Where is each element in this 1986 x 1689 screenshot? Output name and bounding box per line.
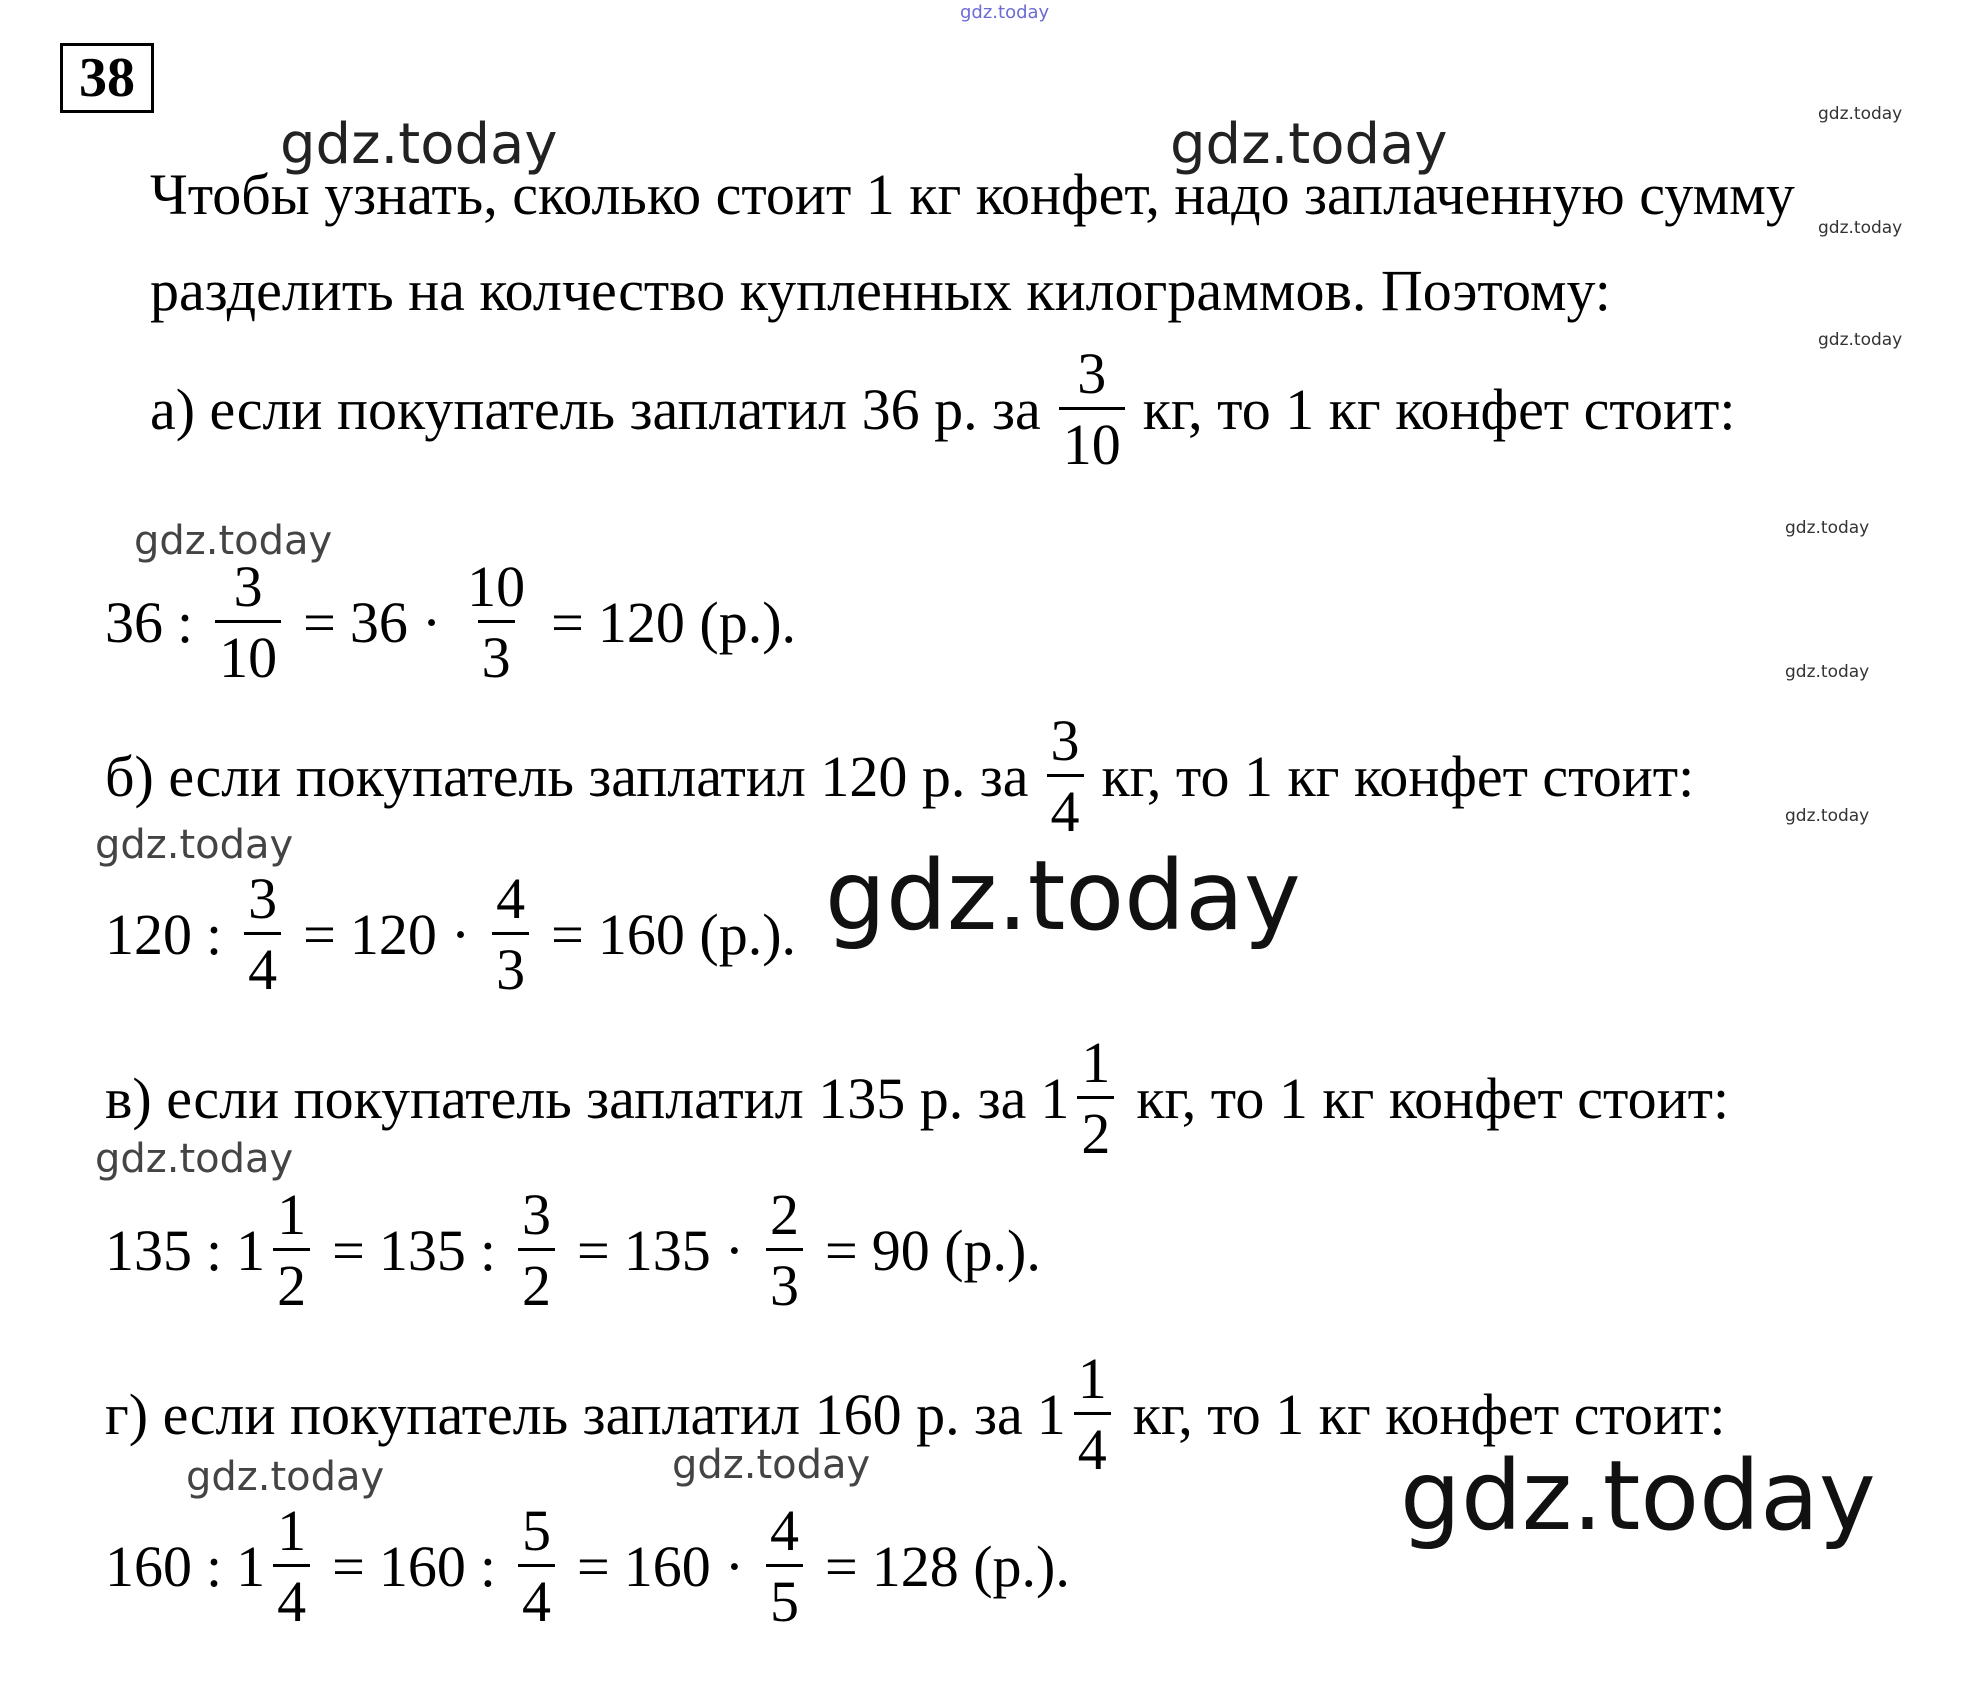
eq-result: 90 (р.). (871, 1217, 1041, 1283)
eq-fraction (766, 1498, 803, 1634)
eq-result: 120 (р.). (597, 589, 797, 655)
eq-fraction (766, 1182, 803, 1318)
part-v-statement (105, 1030, 1730, 1166)
part-g-equation (105, 1498, 1070, 1634)
intro-line-2: разделить на колчество купленных килограммов. Поэтому: (150, 258, 1611, 323)
eq-term: 135 (623, 1217, 711, 1283)
fraction-numerator: 1 (1077, 1346, 1107, 1411)
fraction-numerator: 4 (496, 866, 526, 931)
eq-equals: = (825, 1217, 858, 1283)
watermark-a: gdz.today (134, 518, 333, 564)
eq-term: 36 (349, 589, 408, 655)
fraction-denominator: 10 (1059, 407, 1125, 474)
fraction-denominator: 2 (273, 1248, 310, 1315)
part-v-mixed-number (1040, 1030, 1122, 1166)
fraction-numerator: 1 (277, 1182, 307, 1247)
mixed-whole: 1 (1036, 1381, 1066, 1447)
part-v-post: кг, то 1 кг конфет стоит: (1136, 1065, 1730, 1131)
watermark-right-5: gdz.today (1785, 662, 1870, 682)
watermark-intro-1: gdz.today (280, 112, 558, 177)
part-b-fraction (1047, 708, 1084, 844)
eq-term: 135 (378, 1217, 466, 1283)
fraction-denominator: 4 (1074, 1412, 1111, 1479)
part-g-statement (105, 1346, 1726, 1482)
eq-operator: · (421, 589, 442, 655)
fraction-numerator: 3 (233, 554, 263, 619)
watermark-v: gdz.today (95, 1136, 294, 1182)
watermark-top: gdz.today (960, 2, 1050, 23)
eq-equals: = (332, 1533, 365, 1599)
eq-fraction (244, 866, 281, 1002)
part-a-equation (105, 554, 797, 690)
eq-equals: = (303, 901, 336, 967)
mixed-whole: 1 (236, 1533, 266, 1599)
mixed-fraction (273, 1182, 310, 1318)
watermark-intro-2: gdz.today (1170, 112, 1448, 177)
mixed-fraction (1077, 1030, 1114, 1166)
fraction-numerator: 1 (1081, 1030, 1111, 1095)
fraction-denominator: 5 (766, 1564, 803, 1631)
watermark-g-2: gdz.today (672, 1442, 871, 1488)
fraction-numerator: 3 (521, 1182, 551, 1247)
watermark-center-big: gdz.today (825, 840, 1301, 952)
eq-equals: = (551, 589, 584, 655)
fraction-denominator: 3 (766, 1248, 803, 1315)
part-a-pre: а) если покупатель заплатил 36 р. за (150, 376, 1041, 442)
eq-equals: = (576, 1217, 610, 1283)
eq-operator: : (206, 901, 223, 967)
mixed-fraction (1074, 1346, 1111, 1482)
mixed-whole: 1 (1040, 1065, 1070, 1131)
part-v-equation (105, 1182, 1041, 1318)
eq-operator: : (479, 1217, 496, 1283)
eq-term: 160 (105, 1533, 192, 1599)
fraction-numerator: 3 (1050, 708, 1080, 773)
part-a-statement (150, 341, 1736, 477)
eq-mixed-number (236, 1182, 318, 1318)
watermark-right-1: gdz.today (1818, 104, 1903, 124)
watermark-g-1: gdz.today (186, 1454, 385, 1500)
fraction-denominator: 4 (518, 1564, 555, 1631)
mixed-whole: 1 (236, 1217, 266, 1283)
part-g-post: кг, то 1 кг конфет стоит: (1132, 1381, 1726, 1447)
eq-operator: · (724, 1217, 745, 1283)
fraction-denominator: 3 (478, 620, 515, 687)
part-b-post: кг, то 1 кг конфет стоит: (1101, 743, 1695, 809)
eq-fraction (518, 1498, 555, 1634)
eq-equals: = (825, 1533, 858, 1599)
eq-operator: : (206, 1533, 223, 1599)
eq-operator: · (724, 1533, 745, 1599)
fraction-numerator: 10 (467, 554, 526, 619)
eq-fraction (215, 554, 281, 690)
part-g-mixed-number (1036, 1346, 1119, 1482)
eq-fraction (463, 554, 529, 690)
watermark-right-4: gdz.today (1785, 518, 1870, 538)
eq-equals: = (551, 901, 584, 967)
eq-equals: = (332, 1217, 365, 1283)
eq-fraction (492, 866, 529, 1002)
part-a-post: кг, то 1 кг конфет стоит: (1142, 376, 1736, 442)
eq-term: 160 (623, 1533, 711, 1599)
eq-term: 135 (105, 1217, 192, 1283)
eq-term: 120 (349, 901, 437, 967)
eq-fraction (518, 1182, 555, 1318)
part-b-statement (105, 708, 1695, 844)
watermark-b: gdz.today (95, 822, 294, 868)
mixed-fraction (273, 1498, 310, 1634)
watermark-right-3: gdz.today (1818, 330, 1903, 350)
eq-result: 128 (р.). (871, 1533, 1070, 1599)
problem-number: 38 (60, 43, 154, 113)
fraction-denominator: 4 (1047, 774, 1084, 841)
eq-term: 120 (105, 901, 192, 967)
eq-mixed-number (236, 1498, 318, 1634)
fraction-denominator: 4 (273, 1564, 310, 1631)
eq-operator: : (479, 1533, 496, 1599)
eq-term: 160 (378, 1533, 466, 1599)
eq-term: 36 (105, 589, 163, 655)
fraction-denominator: 4 (244, 932, 281, 999)
eq-result: 160 (р.). (597, 901, 797, 967)
intro-line-1: Чтобы узнать, сколько стоит 1 кг конфет, надо заплаченную сумму (150, 162, 1795, 227)
fraction-denominator: 3 (492, 932, 529, 999)
fraction-denominator: 2 (1077, 1096, 1114, 1163)
part-v-pre: в) если покупатель заплатил 135 р. за (105, 1065, 1027, 1131)
eq-equals: = (576, 1533, 610, 1599)
part-g-pre: г) если покупатель заплатил 160 р. за (105, 1381, 1023, 1447)
eq-operator: · (450, 901, 471, 967)
fraction-numerator: 5 (521, 1498, 551, 1563)
fraction-numerator: 1 (277, 1498, 307, 1563)
fraction-numerator: 2 (770, 1182, 800, 1247)
fraction-denominator: 2 (518, 1248, 555, 1315)
part-a-fraction (1059, 341, 1125, 477)
watermark-right-2: gdz.today (1818, 218, 1903, 238)
part-b-pre: б) если покупатель заплатил 120 р. за (105, 743, 1029, 809)
eq-equals: = (303, 589, 336, 655)
fraction-numerator: 3 (1077, 341, 1107, 406)
fraction-denominator: 10 (215, 620, 281, 687)
watermark-right-6: gdz.today (1785, 806, 1870, 826)
eq-operator: : (206, 1217, 223, 1283)
watermark-bottom-big: gdz.today (1400, 1440, 1876, 1552)
fraction-numerator: 3 (248, 866, 278, 931)
eq-operator: : (177, 589, 194, 655)
fraction-numerator: 4 (770, 1498, 800, 1563)
part-b-equation (105, 866, 797, 1002)
